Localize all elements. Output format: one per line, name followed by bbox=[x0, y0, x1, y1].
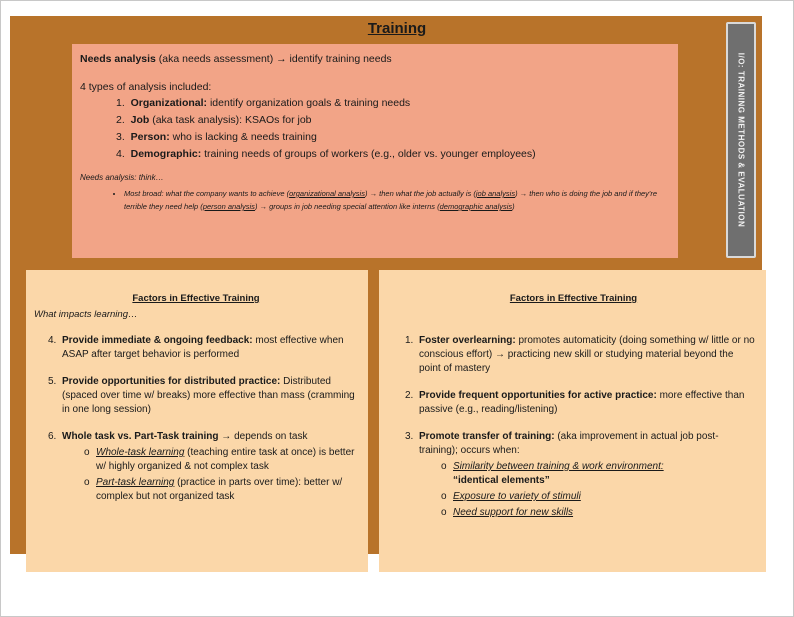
side-tab bbox=[726, 22, 756, 258]
factor-term: Foster overlearning: bbox=[419, 335, 516, 346]
factor-body bbox=[419, 389, 756, 417]
sub-text bbox=[96, 476, 358, 504]
sub-term: Need support for new skills bbox=[453, 507, 574, 518]
right-panel-heading: Factors in Effective Training bbox=[509, 293, 638, 304]
sub-desc: (teaching entire task at once) is better w/ highly organized & not complex task bbox=[96, 447, 355, 472]
factor-num: 3. bbox=[405, 431, 414, 442]
think-text: ) → groups in job needing special attention like interns ( bbox=[254, 202, 440, 211]
sub-term: Part-task learning bbox=[96, 477, 175, 488]
factor-item bbox=[405, 334, 756, 376]
sub-bullet: o bbox=[441, 491, 447, 502]
factor-num: 4. bbox=[48, 335, 57, 346]
sub-bullet: o bbox=[441, 461, 447, 472]
factor-num: 6. bbox=[48, 431, 57, 442]
sub-text bbox=[453, 490, 756, 504]
sub-bullet: o bbox=[84, 447, 90, 458]
sub-item bbox=[84, 476, 358, 504]
factor-term: Provide frequent opportunities for active practice: bbox=[419, 390, 657, 401]
factor-body bbox=[62, 334, 358, 362]
type-num: 3. bbox=[116, 131, 125, 143]
factor-num: 1. bbox=[405, 335, 414, 346]
types-list bbox=[80, 96, 670, 161]
factor-item bbox=[405, 430, 756, 522]
types-intro: 4 types of analysis included: bbox=[80, 81, 212, 93]
spacer bbox=[391, 308, 756, 334]
right-factor-list bbox=[391, 334, 756, 522]
sub-text bbox=[453, 460, 756, 488]
sub-text bbox=[96, 446, 358, 474]
left-factor-list bbox=[34, 334, 358, 506]
sub-item bbox=[84, 446, 358, 474]
sub-item bbox=[441, 490, 756, 504]
factor-term: Promote transfer of training: bbox=[419, 431, 555, 442]
factor-desc: (aka improvement in actual job post-training); occurs when: bbox=[419, 431, 719, 456]
type-term: Organizational: bbox=[130, 97, 208, 109]
think-list bbox=[80, 187, 670, 213]
think-heading: Needs analysis: think… bbox=[80, 173, 164, 182]
sub-bold-line: “identical elements” bbox=[453, 475, 550, 486]
sub-list bbox=[62, 446, 358, 504]
factor-body bbox=[62, 375, 358, 417]
think-text: Most broad: what the company wants to achieve ( bbox=[124, 189, 290, 198]
type-item bbox=[116, 147, 670, 161]
page-title: Training bbox=[367, 20, 427, 37]
needs-analysis-box bbox=[72, 44, 678, 258]
think-link: organizational analysis bbox=[289, 189, 365, 198]
factor-term: Provide opportunities for distributed practice: bbox=[62, 376, 281, 387]
type-term: Person: bbox=[130, 131, 170, 143]
type-item bbox=[116, 130, 670, 144]
type-num: 1. bbox=[116, 97, 125, 109]
factor-term: Whole task vs. Part-Task training bbox=[62, 431, 219, 442]
factor-desc: more effective than passive (e.g., reading/listening) bbox=[419, 390, 745, 415]
type-term: Demographic: bbox=[130, 148, 202, 160]
sub-term: Whole-task learning bbox=[96, 447, 185, 458]
needs-lead-desc: (aka needs assessment) → identify training needs bbox=[155, 53, 392, 65]
sub-item bbox=[441, 506, 756, 520]
type-desc: training needs of groups of workers (e.g., older vs. younger employees) bbox=[201, 148, 536, 160]
factor-item bbox=[48, 375, 358, 417]
sub-text bbox=[453, 506, 756, 520]
think-text: ) → then who is doing the job and if they're terrible they need help ( bbox=[124, 189, 658, 211]
factor-desc: → depends on task bbox=[218, 431, 308, 442]
factor-item bbox=[48, 334, 358, 362]
sub-list bbox=[419, 460, 756, 520]
type-num: 4. bbox=[116, 148, 125, 160]
type-num: 2. bbox=[116, 114, 125, 126]
side-tab-label: I/O: TRAINING METHODS & EVALUATION bbox=[736, 52, 746, 228]
factor-body bbox=[419, 430, 756, 522]
think-text: ) bbox=[512, 202, 515, 211]
type-desc: (aka task analysis): KSAOs for job bbox=[149, 114, 312, 126]
think-link: demographic analysis bbox=[439, 202, 513, 211]
sub-term: Exposure to variety of stimuli bbox=[453, 491, 581, 502]
right-factors-panel bbox=[379, 270, 766, 572]
factor-num: 5. bbox=[48, 376, 57, 387]
factor-desc: promotes automaticity (doing something w/ little or no conscious effort) → practicing new skill or studying material beyond the point of mastery bbox=[419, 335, 755, 374]
type-item bbox=[116, 96, 670, 110]
factor-num: 2. bbox=[405, 390, 414, 401]
needs-lead bbox=[80, 52, 670, 66]
sub-bullet: o bbox=[84, 477, 90, 488]
factor-body bbox=[62, 430, 358, 506]
think-text: ) → then what the job actually is ( bbox=[364, 189, 476, 198]
sub-desc: (practice in parts over time): better w/ complex but not organized task bbox=[96, 477, 343, 502]
factor-desc: Distributed (spaced over time w/ breaks) more effective than mass (cramming in one long session) bbox=[62, 376, 355, 415]
factor-item bbox=[405, 389, 756, 417]
sub-item bbox=[441, 460, 756, 488]
factor-body bbox=[419, 334, 756, 376]
left-panel-subtitle: What impacts learning… bbox=[34, 309, 138, 320]
type-term: Job bbox=[130, 114, 150, 126]
think-link: job analysis bbox=[475, 189, 516, 198]
sub-term: Similarity between training & work environment: bbox=[453, 461, 664, 472]
sub-bullet: o bbox=[441, 507, 447, 518]
factor-desc: most effective when ASAP after target behavior is performed bbox=[62, 335, 344, 360]
type-item bbox=[116, 113, 670, 127]
needs-lead-term: Needs analysis bbox=[80, 53, 156, 65]
left-factors-panel bbox=[26, 270, 368, 572]
type-desc: identify organization goals & training needs bbox=[207, 97, 411, 109]
left-panel-heading: Factors in Effective Training bbox=[132, 293, 260, 304]
think-item bbox=[124, 187, 670, 213]
type-desc: who is lacking & needs training bbox=[169, 131, 317, 143]
factor-term: Provide immediate & ongoing feedback: bbox=[62, 335, 253, 346]
think-link: person analysis bbox=[202, 202, 255, 211]
factor-item bbox=[48, 430, 358, 506]
